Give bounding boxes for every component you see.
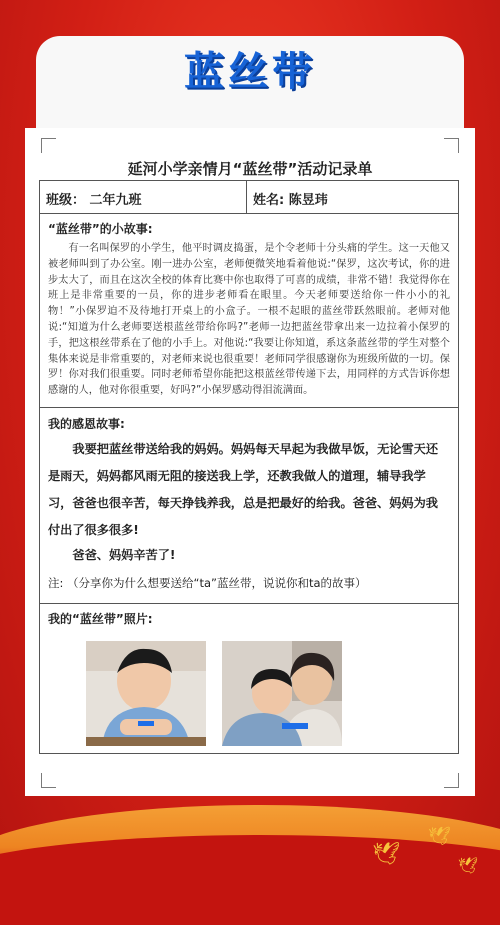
- info-row: [40, 181, 458, 214]
- class-label: 班级：: [46, 193, 86, 208]
- photo-section: [40, 604, 458, 754]
- name-cell: [247, 181, 458, 213]
- form-heading: 延河小学亲情月“蓝丝带”活动记录单: [127, 160, 373, 178]
- gratitude-note: 注: （分享你为什么想要送给“ta”蓝丝带，说说你和ta的故事）: [48, 576, 367, 590]
- class-cell: [40, 181, 247, 213]
- name-label: 姓名:: [253, 193, 285, 208]
- red-wave-band: [0, 835, 500, 925]
- story-text: 有一名叫保罗的小学生，他平时调皮捣蛋，是个令老师十分头痛的学生。这一天他又被老师叫到了办公室。刚一进办公室，老师便微笑地看着他说:“保罗，这次考试，你的进步太大了，而且在这次全校的体育比赛中你也取得了可喜的成绩，非常不错！我觉得你在班上是非常重要的一员，你的进步老师看在眼里。今天老师要送给你一件小小的礼物！”小保罗迫不及待地打开桌上的小盒子。一根不起眼的蓝丝带跃然眼前。老师对他说:“知道为什么老师要送根蓝丝带给你吗?”老师一边把蓝丝带拿出来一边拉着小保罗的手，把这根丝带系在了他的小手上。对他说:“我要让你知道，系这条蓝丝带的学生对整个集体来说是非常重要的，对老师来说也很重要！老师同学很感谢你为班级所做的一切。保罗！你对我们很重要。同时老师希望你能把这根蓝丝带传递下去，用同样的方式告诉你想感谢的人，他对你很重要，好吗?”小保罗感动得泪流满面。: [48, 243, 450, 397]
- record-sheet: [25, 128, 475, 796]
- peace-dove-icon: 🕊: [372, 842, 400, 867]
- photo-heading: 我的“蓝丝带”照片:: [48, 612, 153, 626]
- corner-mark: [444, 138, 459, 153]
- story-section: [40, 214, 458, 408]
- class-value: 二年九班: [89, 193, 142, 208]
- photo-child-with-ribbon: [86, 641, 206, 746]
- story-heading: “蓝丝带”的小故事:: [48, 222, 153, 236]
- gratitude-text: 我要把蓝丝带送给我的妈妈。妈妈每天早起为我做早饭，无论雪天还是雨天，妈妈都风雨无阻的接送我上学，还教我做人的道理，辅导我学习，爸爸也很辛苦，每天挣钱养我，总是把最好的给我。爸爸、妈妈为我付出了很多很多!: [48, 442, 439, 537]
- gratitude-heading: 我的感恩故事:: [48, 417, 125, 431]
- gratitude-section: [40, 408, 458, 604]
- name-value: 陈昱玮: [288, 193, 328, 208]
- record-form: [39, 180, 459, 754]
- corner-mark: [41, 773, 56, 788]
- peace-dove-icon: 🕊: [428, 826, 451, 847]
- corner-mark: [444, 773, 459, 788]
- peace-dove-icon: 🕊: [458, 856, 479, 875]
- gratitude-closing: 爸爸、妈妈辛苦了!: [72, 548, 176, 562]
- photo-mother-and-child: [222, 641, 342, 746]
- corner-mark: [41, 138, 56, 153]
- page-title: 蓝丝带: [184, 49, 316, 95]
